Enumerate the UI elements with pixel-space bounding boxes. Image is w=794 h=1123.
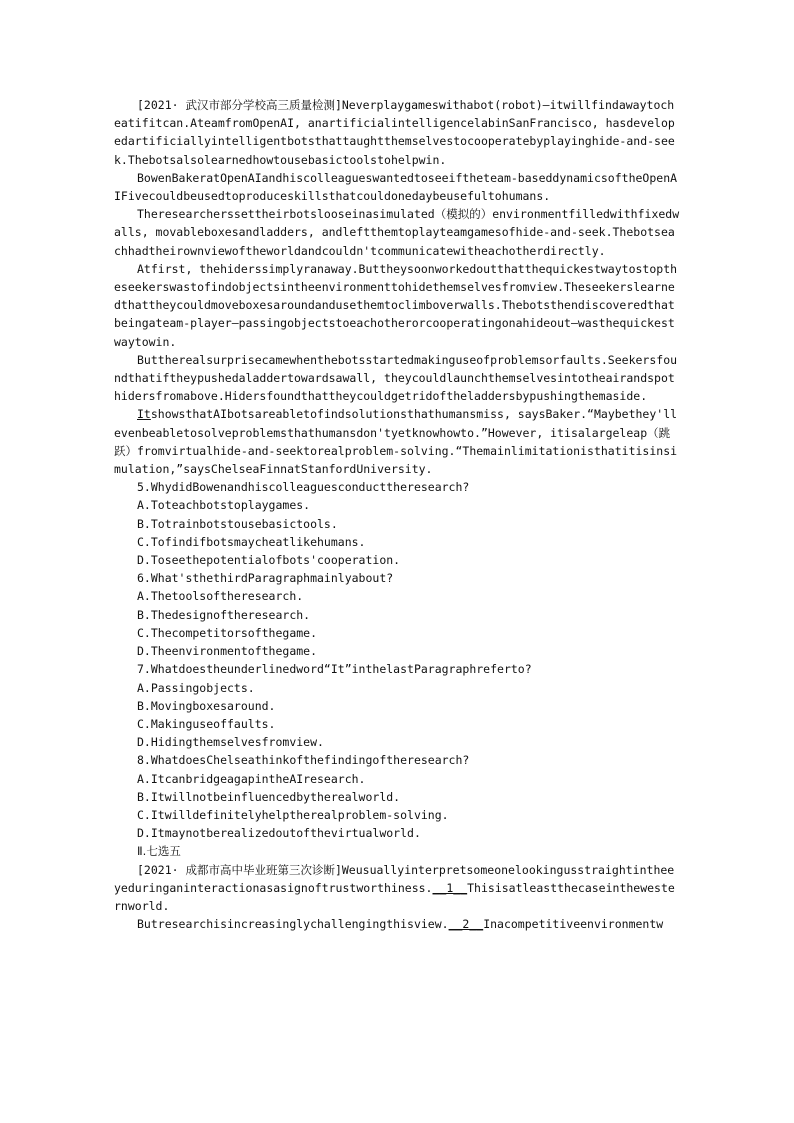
option-d: D.Theenvironmentofthegame. bbox=[137, 644, 318, 659]
passage1-paragraph-2: BowenBakeratOpenAIandhiscolleagueswantedtoseeiftheteam-baseddynamicsoftheOpenAIFivecouldbeusedtoproduceskillsthatcouldonedaybeusefultohumans. bbox=[114, 170, 678, 204]
passage1-paragraph-1: [2021· 武汉市部分学校高三质量检测]Neverplaygameswithabot(robot)—itwillfindawaytocheatifitcan.AteamfromOpenAI, anartificialintelligencelabinSanFrancisco, hasdevelopedartificiallyintelligentbotsthattaughtthemselvestocooperatebyplayinghide-and-seek.Thebotsalsolearnedhowtousebasictoolstohelpwin. bbox=[114, 98, 675, 167]
option-b: B.Movingboxesaround. bbox=[137, 698, 276, 713]
section2-p1-text-a: [2021· 成都市高中毕业班第三次诊断]Weusuallyinterpretsomeonelookingusstraightintheeyeduringaninteractionasasignoftrustworthiness. bbox=[114, 862, 675, 895]
option-c: C.Makinguseoffaults. bbox=[137, 716, 276, 731]
blank-1: __1__ bbox=[432, 880, 468, 895]
section-heading: Ⅱ.七选五 bbox=[137, 844, 181, 859]
option-a: A.Passingobjects. bbox=[137, 680, 255, 695]
section2-p1-text-b: Thisisatleastthecaseinthewesternworld. bbox=[114, 880, 675, 913]
question-stem: 6.What'sthethirdParagraphmainlyabout? bbox=[137, 571, 394, 586]
question-6 bbox=[114, 569, 680, 660]
underlined-word-it: It bbox=[137, 407, 151, 422]
option-a: A.Toteachbotstoplaygames. bbox=[137, 498, 311, 513]
question-5 bbox=[114, 478, 680, 569]
question-stem: 8.WhatdoesChelseathinkofthefindingoftheresearch? bbox=[137, 753, 470, 768]
option-d: D.Hidingthemselvesfromview. bbox=[137, 735, 324, 750]
option-c: C.Thecompetitorsofthegame. bbox=[137, 625, 318, 640]
question-8 bbox=[114, 751, 680, 842]
document-page bbox=[114, 96, 680, 933]
option-b: B.Itwillnotbeinfluencedbytherealworld. bbox=[137, 789, 401, 804]
section2-p2-text-b: Inacompetitiveenvironmentw bbox=[483, 917, 664, 932]
section2-paragraph-1 bbox=[114, 861, 680, 916]
passage1-paragraph-5: Buttherealsurprisecamewhenthebotsstartedmakinguseofproblemsorfaults.Seekersfoundthatiftheypushedaladdertowardsawall, theycouldlaunchthemselvesintotheairandspothidersfromabove.Hidersfoundthattheycouldgetridoftheladdersbypushingthemaside. bbox=[114, 352, 678, 404]
option-c: C.Itwilldefinitelyhelptherealproblem-solving. bbox=[137, 807, 449, 822]
question-7 bbox=[114, 660, 680, 751]
option-a: A.Thetoolsoftheresearch. bbox=[137, 589, 304, 604]
option-a: A.ItcanbridgeagapintheAIresearch. bbox=[137, 771, 366, 786]
passage1-paragraph-3: Theresearcherssettheirbotslooseinasimulated（模拟的）environmentfilledwithfixedwalls, movableboxesandladders, andleftthemtoplayteamgamesofhide-and-seek.Thebotseachhadtheirownviewoftheworldandcouldn'tcommunicatewitheachotherdirectly. bbox=[114, 207, 680, 258]
option-b: B.Thedesignoftheresearch. bbox=[137, 607, 311, 622]
option-b: B.Totrainbotstousebasictools. bbox=[137, 516, 338, 531]
passage1-paragraph-6 bbox=[114, 405, 680, 478]
passage1-paragraph-4: Atfirst, thehiderssimplyranaway.Buttheysoonworkedoutthatthequickestwaytostoptheseekerswastofindobjectsintheenvironmenttohidethemselvesfromview.Theseekerslearnedthattheycouldmoveboxesaroundandusethemtoclimboverwalls.Thebotsthendiscoveredthatbeingateam-player—passingobjectstoeachotherorcooperatingonahideout—wasthequickestwaytowin. bbox=[114, 261, 678, 349]
option-c: C.Tofindifbotsmaycheatlikehumans. bbox=[137, 534, 366, 549]
section2-p2-text-a: Butresearchisincreasinglychallengingthisview. bbox=[137, 917, 449, 932]
question-stem: 7.Whatdoestheunderlinedword“It”inthelastParagraphreferto? bbox=[137, 662, 532, 677]
option-d: D.Itmaynotberealizedoutofthevirtualworld. bbox=[137, 826, 421, 841]
paragraph-6-text: showsthatAIbotsareabletofindsolutionsthathumansmiss, saysBaker.“Maybethey'llevenbeabletosolveproblemsthathumansdon'tyetknowhowto.”However, itisalargeleap（跳跃）fromvirtualhide-and-seektorealproblem-solving.“Themainlimitationisthatitisinsimulation,”saysChelseaFinnatStanfordUniversity. bbox=[114, 407, 678, 477]
blank-2: __2__ bbox=[448, 917, 484, 932]
option-d: D.Toseethepotentialofbots'cooperation. bbox=[137, 553, 401, 568]
question-stem: 5.WhydidBowenandhiscolleaguesconducttheresearch? bbox=[137, 480, 470, 495]
section2-paragraph-2 bbox=[114, 915, 680, 933]
